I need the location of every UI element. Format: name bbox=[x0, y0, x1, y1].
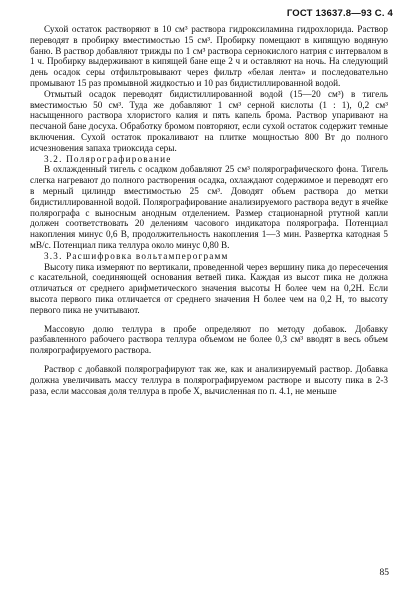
paragraph: Раствор с добавкой полярографируют так же, как и анализируемый раствор. Добавка должна увеличивать массу теллура в полярографируемом растворе и высоту пика в 2-3 раза, если массовая доля теллура в пробе X, вычисленная по п. 4.1, не меньше bbox=[30, 363, 388, 396]
page-number: 85 bbox=[379, 568, 389, 578]
paragraph: Высоту пика измеряют по вертикали, проведенной через вершину пика до пересечения с касательной, соединяющей основания ветвей пика. Каждая из высот пика не должна отличаться от среднего арифметического значения высоты H более чем на 0,2H. Если высота первого пика отличается от среднего значения H более чем на 0,2 H, то высоту первого пика не учитывают. bbox=[30, 261, 388, 315]
paragraph: В охлажденный тигель с осадком добавляют 25 см³ полярографического фона. Тигель слегка нагревают до полного растворения осадка, охлаждают содержимое и переводят его в мерный цилиндр вместимостью 25 см³. Доводят объем раствора до метки бидистиллированной водой. Полярографирование анализируемого раствора ведут в ячейке полярографа с выносным анодным отделением. Размер стационарной ртутной капли должен соответствовать 20 делениям часового индикатора полярографа. Потенциал накопления минус 0,6 В, продолжительность накопления 1—3 мин. Развертка катодная 5 мВ/с. Потенциал пика теллура около минус 0,80 В. bbox=[30, 164, 388, 250]
section-heading: 3.2. Полярографирование bbox=[44, 153, 172, 164]
paragraph: Массовую долю теллура в пробе определяют по методу добавок. Добавку разбавленного рабочего раствора теллура объемом не более 0,3 см³ вводят в весь объем полярографируемого раствора. bbox=[30, 323, 388, 356]
document-body bbox=[30, 24, 388, 396]
paragraph: Сухой остаток растворяют в 10 см³ раствора гидроксиламина гидрохлорида. Раствор переводят в пробирку вместимостью 15 см³. Пробирку помещают в кипящую водяную баню. В раствор добавляют трижды по 1 см³ раствора сернокислого натрия с интервалом в 1 ч. Пробирку выдерживают в кипящей бане еще 2 ч и оставляют на ночь. На следующий день осадок серы отфильтровывают через фильтр «белая лента» и последовательно промывают 15 раз промывной жидкостью и 10 раз бидистиллированной водой. bbox=[30, 24, 388, 88]
running-header: ГОСТ 13637.8—93 С. 4 bbox=[286, 8, 393, 19]
paragraph: Отмытый осадок переводят бидистиллированной водой (15—20 см³) в тигель вместимостью 50 см³. Туда же добавляют 1 см³ серной кислоты (1 : 1), 0,2 см³ насыщенного раствора хлористого калия и пять капель брома. Раствор упаривают на песчаной бане досуха. Обработку бромом повторяют, если сухой остаток содержит темные включения. Сухой остаток прокаливают на плитке мощностью 800 Вт до полного исчезновения запаха триоксида серы. bbox=[30, 88, 388, 153]
section-heading: 3.3. Расшифровка вольтамперограмм bbox=[44, 250, 229, 261]
